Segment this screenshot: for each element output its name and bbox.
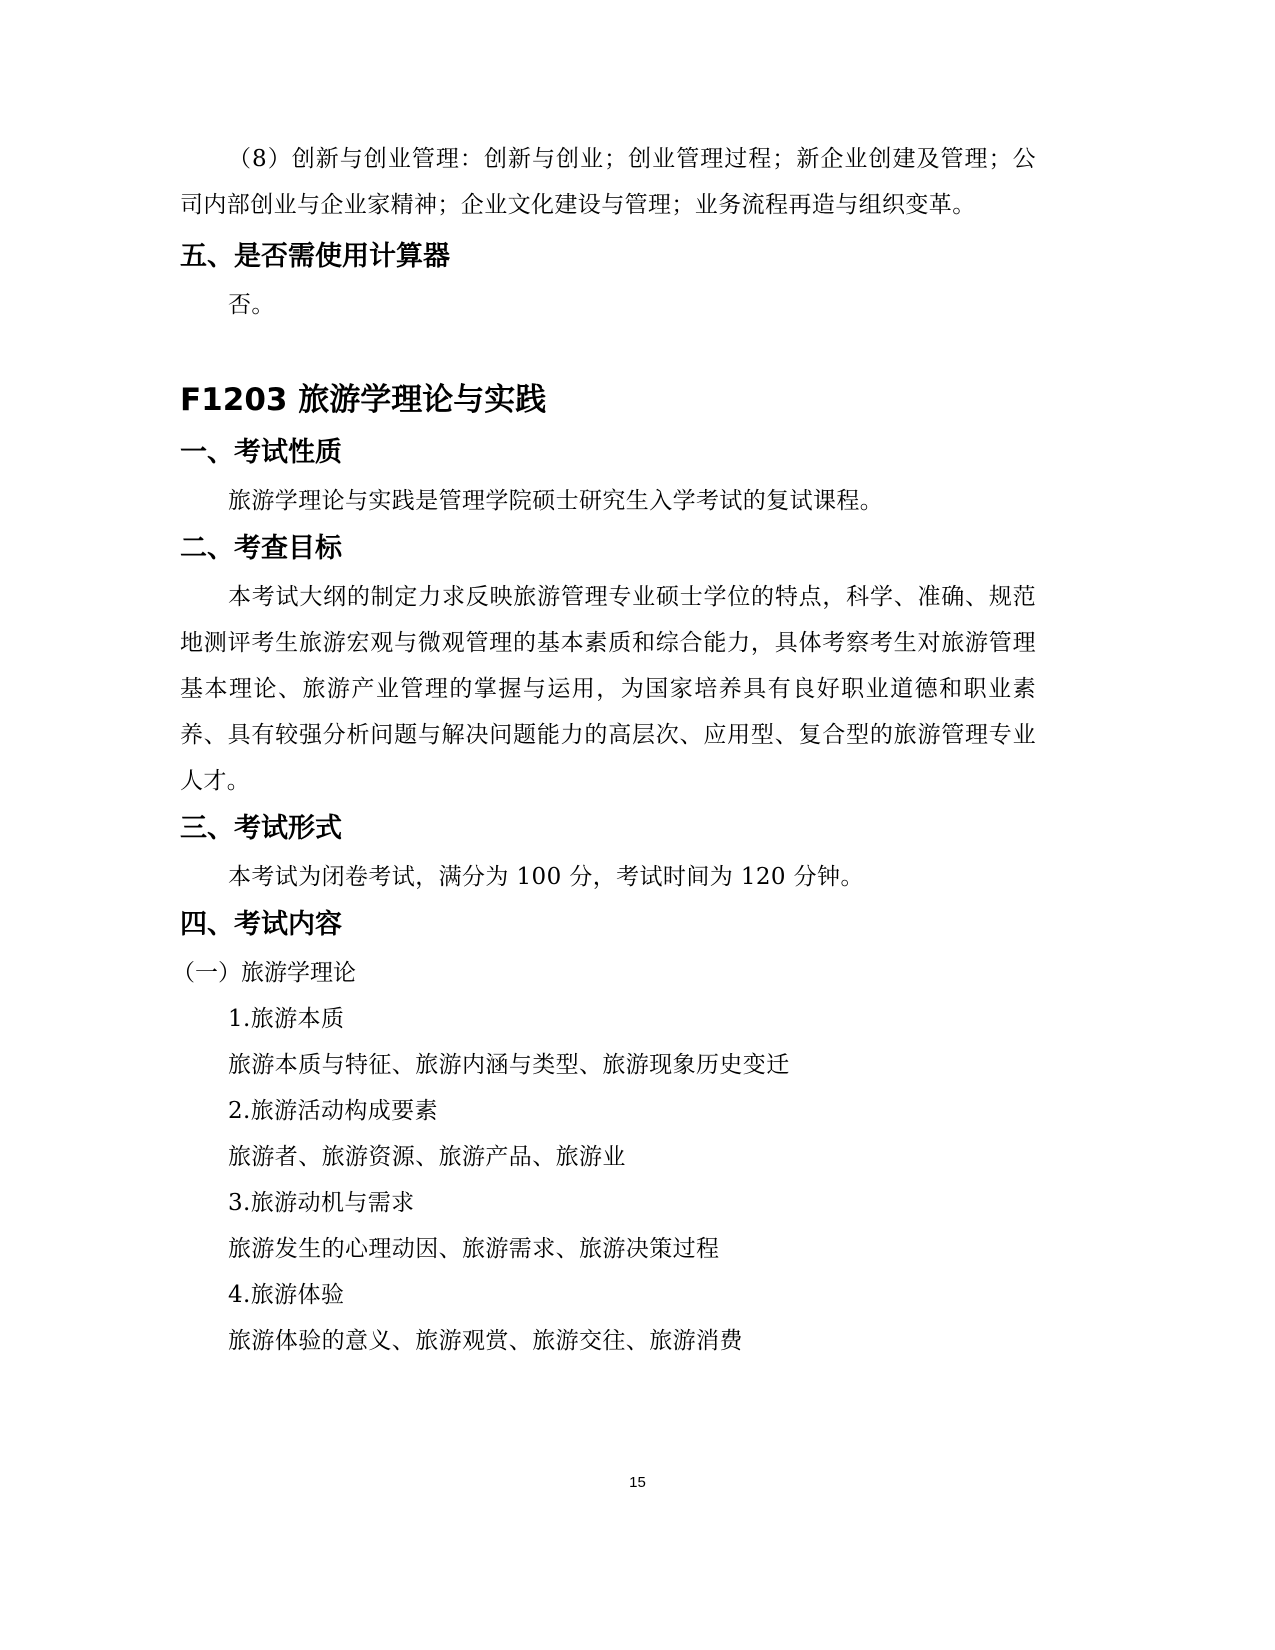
heading-exam-objective: 二、考查目标	[180, 533, 342, 564]
paragraph-item-8: （8）创新与创业管理：创新与创业；创业管理过程；新企业创建及管理；公司内部创业与企业家精神；企业文化建设与管理；业务流程再造与组织变革。	[180, 146, 1036, 218]
page-number: 15	[629, 1474, 646, 1491]
heading-exam-nature: 一、考试性质	[180, 437, 342, 468]
item-title: 3.旅游动机与需求	[228, 1190, 415, 1216]
heading-exam-content: 四、考试内容	[180, 909, 342, 940]
calculator-answer: 否。	[228, 292, 275, 318]
exam-nature-body: 旅游学理论与实践是管理学院硕士研究生入学考试的复试课程。	[228, 488, 884, 514]
exam-format-body: 本考试为闭卷考试，满分为 100 分，考试时间为 120 分钟。	[228, 864, 864, 890]
item-title: 1.旅游本质	[228, 1006, 345, 1032]
course-title: F1203 旅游学理论与实践	[180, 382, 547, 418]
item-content: 旅游者、旅游资源、旅游产品、旅游业	[228, 1144, 626, 1170]
item-content: 旅游本质与特征、旅游内涵与类型、旅游现象历史变迁	[228, 1052, 790, 1078]
item-title: 2.旅游活动构成要素	[228, 1098, 438, 1124]
item-title: 4.旅游体验	[228, 1282, 345, 1308]
heading-calculator: 五、是否需使用计算器	[180, 241, 450, 272]
item-content: 旅游发生的心理动因、旅游需求、旅游决策过程	[228, 1236, 720, 1262]
subheading-tourism-theory: （一）旅游学理论	[172, 960, 356, 986]
exam-objective-body: 本考试大纲的制定力求反映旅游管理专业硕士学位的特点，科学、准确、规范地测评考生旅游宏观与微观管理的基本素质和综合能力，具体考察考生对旅游管理基本理论、旅游产业管理的掌握与运用，为国家培养具有良好职业道德和职业素养、具有较强分析问题与解决问题能力的高层次、应用型、复合型的旅游管理专业人才。	[180, 584, 1036, 794]
heading-exam-format: 三、考试形式	[180, 813, 342, 844]
item-content: 旅游体验的意义、旅游观赏、旅游交往、旅游消费	[228, 1328, 743, 1354]
page-content	[172, 136, 1036, 1364]
